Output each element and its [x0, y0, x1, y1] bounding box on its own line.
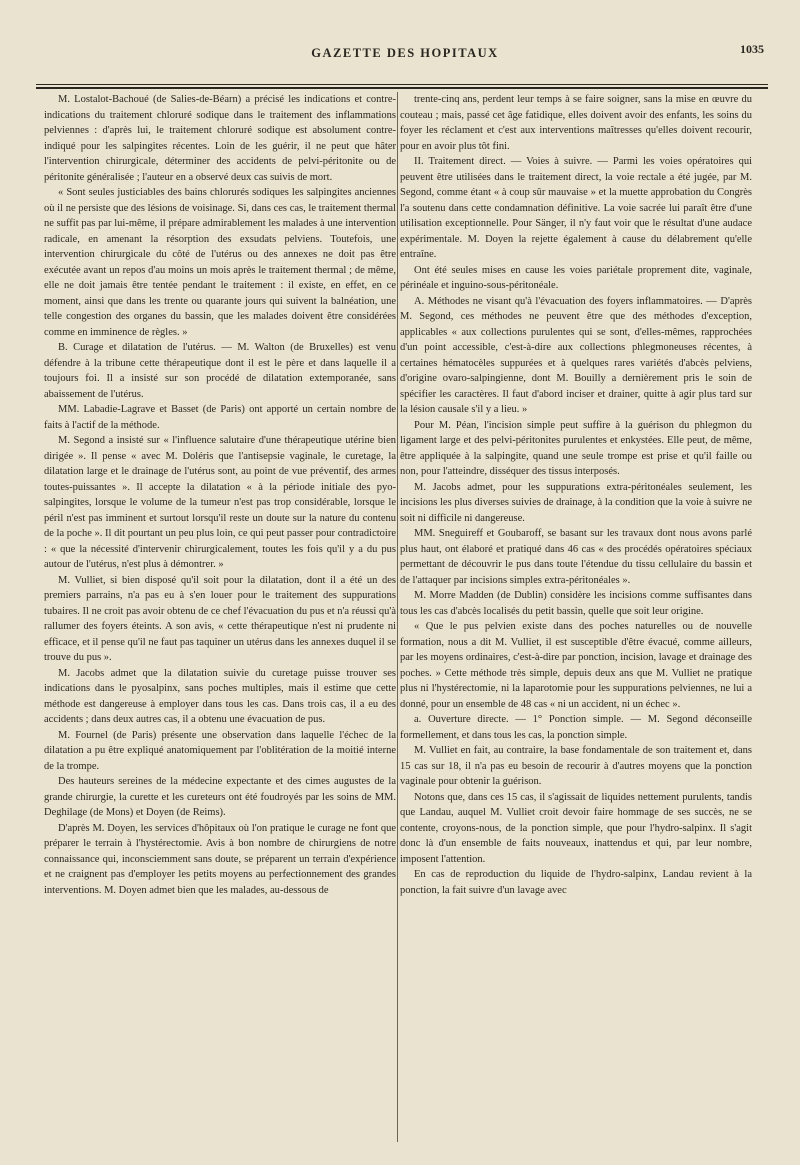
right-column [400, 92, 752, 1148]
paragraph: Pour M. Péan, l'incision simple peut suffire à la guérison du phlegmon du ligament large et des pelvi-péritonites purulentes et enkystées. Elle peut, de même, être appliquée à la salpingite, quand une seule trompe est prise et qu'il faille ou non, pour l'atteindre, disséquer des tissus interposés. [400, 419, 752, 477]
paragraph: M. Morre Madden (de Dublin) considère les incisions comme suffisantes dans tous les cas d'abcès localisés du petit bassin, quelle que soit leur origine. [400, 590, 752, 617]
paragraph: MM. Labadie-Lagrave et Basset (de Paris) ont apporté un certain nombre de faits à l'actif de la méthode. [44, 404, 396, 431]
paragraph: II. Traitement direct. — Voies à suivre. — Parmi les voies opératoires qui peuvent être utilisées dans le traitement direct, la voie rectale a été jugée, par M. Segond, comme étant « à coup sûr mauvaise » et la muette approbation du Congrès l'a soutenu dans cette condamnation définitive. La voie sacrée lui paraît être d'une utilisation exceptionnelle. Pour Sänger, il n'y faut voir que le résultat d'une audace expérimentale. M. Doyen la rejette également à cause du délabrement qu'elle entraîne. [400, 156, 752, 260]
paragraph: M. Jacobs admet que la dilatation suivie du curetage puisse trouver ses indications dans le pyosalpinx, sans poches multiples, mais il estime que cette méthode est dangereuse à employer dans tous les cas. Dans trois cas, il a eu des accidents ; dans deux autres cas, il a obtenu une évacuation de pus. [44, 667, 396, 725]
journal-title: GAZETTE DES HOPITAUX [311, 46, 499, 60]
paragraph: a. Ouverture directe. — 1° Ponction simple. — M. Segond déconseille formellement, et dans tous les cas, la ponction simple. [400, 714, 752, 741]
paragraph: trente-cinq ans, perdent leur temps à se faire soigner, sans la mise en œuvre du couteau ; mais, passé cet âge fatidique, elles doivent avoir des enfants, les soins du foyer les réclament et c'est aux interventions maîtresses qu'elles doivent recourir, pour en avoir plus tôt fini. [400, 94, 752, 152]
paragraph: M. Vulliet en fait, au contraire, la base fondamentale de son traitement et, dans 15 cas sur 18, il n'a pas eu besoin de recourir à d'autres moyens que la ponction vaginale pour obtenir la guérison. [400, 745, 752, 787]
header-rule [36, 84, 768, 85]
paragraph: M. Lostalot-Bachoué (de Salies-de-Béarn) a précisé les indications et contre-indications du traitement chloruré sodique dans le traitement des inflammations pelviennes : d'après lui, le traitement chloruré sodique est absolument contre-indiqué pour les salpingites récentes. Loin de les guérir, il ne peut que hâter l'intervention chirurgicale, déterminer des accidents de pelvi-péritonite ou de péritonite généralisée ; l'auteur en a observé deux cas suivis de mort. [44, 94, 396, 183]
column-divider [397, 92, 398, 1142]
left-column [44, 92, 396, 1148]
paragraph: « Sont seules justiciables des bains chlorurés sodiques les salpingites anciennes où il ne persiste que des lésions de voisinage. Si, dans ces cas, le traitement thermal ne suffit pas par lui-même, il prépare admirablement les malades à une intervention radicale, en amenant la résorption des exsudats pelviens. Toutefois, une intervention chirurgicale du côté de l'utérus ou des annexes ne doit pas être exécutée avant un repos d'au moins un mois après le traitement thermal ; de même, elle ne doit jamais être tentée pendant le traitement : il existe, en effet, en ce moment, ainsi que dans les trente ou quarante jours qui suivent la balnéation, une telle congestion des organes du bassin, que les malades doivent être considérées comme en imminence de règles. » [44, 187, 396, 338]
paragraph: En cas de reproduction du liquide de l'hydro-salpinx, Landau revient à la ponction, la fait suivre d'un lavage avec [400, 869, 752, 896]
page-number: 1035 [740, 42, 764, 56]
paragraph: A. Méthodes ne visant qu'à l'évacuation des foyers inflammatoires. — D'après M. Segond, ces méthodes ne peuvent être que des méthodes d'exception, applicables « aux collections purulentes qui se sont, d'elles-mêmes, rapprochées d'un point accessible, c'est-à-dire aux collections phlegmoneuses récentes, à certaines hématocèles suppurées et à quelques rares variétés d'abcès pelviens, d'origine ovaro-salpingienne, dont M. Bouilly a dernièrement pris le soin de spécifier les caractères. Il faut d'abord inciser et drainer, quitte à agir plus tard sur la lésion causale s'il y a lieu. » [400, 295, 752, 415]
paragraph: Ont été seules mises en cause les voies pariétale proprement dite, vaginale, périnéale et inguino-sous-péritonéale. [400, 264, 752, 291]
paragraph: Notons que, dans ces 15 cas, il s'agissait de liquides nettement purulents, tandis que Landau, auquel M. Vulliet croit devoir faire hommage de ses succès, ne se contente, croyons-nous, de la ponction simple, que pour l'hydro-salpinx. Il s'agit donc là d'un ensemble de faits nouveaux, inattendus et qui, par leur nombre, imposent l'attention. [400, 791, 752, 865]
header-rule-thick [36, 87, 768, 89]
paragraph: M. Jacobs admet, pour les suppurations extra-péritonéales seulement, les incisions les plus diverses suivies de drainage, à la condition que la voie à suivre ne soit ni difficile ni dangereuse. [400, 481, 752, 524]
paragraph: « Que le pus pelvien existe dans des poches naturelles ou de nouvelle formation, nous a dit M. Vulliet, il est susceptible d'être évacué, comme ailleurs, par les moyens ordinaires, c'est-à-dire par ponction, incision, lavage et drainage des poches. » Cette méthode très simple, depuis deux ans que M. Vulliet ne pratique plus ni l'hystérectomie, ni la laparotomie pour les suppurations pelviennes, ne lui a donné, pour un ensemble de 48 cas « ni un accident, ni un échec ». [400, 621, 752, 710]
paragraph: MM. Sneguireff et Goubaroff, se basant sur les travaux dont nous avons parlé plus haut, ont élaboré et pratiqué dans 46 cas « des procédés opératoires spéciaux permettant de découvrir le pus dans toute l'étendue du tissu cellulaire du bassin et de l'attaquer par incisions simples extra-péritonéales ». [400, 528, 752, 586]
paragraph: M. Vulliet, si bien disposé qu'il soit pour la dilatation, dont il a été un des premiers parrains, n'a pas eu à s'en louer pour le traitement des suppurations tubaires. Il ne croit pas avoir obtenu de ce chef l'évacuation du pus et n'a réussi qu'à rallumer des foyers éteints. A son avis, « cette thérapeutique n'est ni prudente ni efficace, et il pense qu'il ne faut pas taquiner un utérus dans les annexes duquel il se trouve du pus ». [44, 574, 396, 663]
paragraph: Des hauteurs sereines de la médecine expectante et des cimes augustes de la grande chirurgie, la curette et les cureteurs ont été foudroyés par les soins de MM. Deghilage (de Mons) et Doyen (de Reims). [44, 776, 396, 818]
paragraph: M. Segond a insisté sur « l'influence salutaire d'une thérapeutique utérine bien dirigée ». Il pense « avec M. Doléris que l'antisepsie vaginale, le curetage, la dilatation large et le drainage de l'utérus sont, au point de vue préventif, des armes toutes-puissantes ». Il accepte la dilatation « à la période initiale des pyo-salpingites, lorsque le volume de la tumeur n'est pas trop considérable, lorsque le péril n'est pas imminent et surtout lorsqu'il reste un doute sur la nature du contenu de la poche ». Il dit pourtant un peu plus loin, ce qui peut passer pour contradictoire : « que la nécessité d'intervenir chirurgicalement, toutes les fois qu'il y a du pus autour de l'utérus, n'est plus à démontrer. » [44, 435, 396, 570]
paragraph: M. Fournel (de Paris) présente une observation dans laquelle l'échec de la dilatation a pu être expliqué anatomiquement par l'oblitération de la moitié interne de la trompe. [44, 729, 396, 772]
paragraph: D'après M. Doyen, les services d'hôpitaux où l'on pratique le curage ne font que préparer le terrain à l'hystérectomie. Avis à bon nombre de chirurgiens de notre connaissance qui, inconsciemment sans doute, se préparent un terrain d'expérience et ne craignent pas d'employer les petits moyens au perfectionnement des grandes interventions. M. Doyen admet bien que les malades, au-dessous de [44, 822, 396, 896]
paragraph: B. Curage et dilatation de l'utérus. — M. Walton (de Bruxelles) est venu défendre à la tribune cette thérapeutique dont il est le père et dans laquelle il a toujours foi. Il a insisté sur son procédé de dilatation extemporanée, sans abaissement de l'utérus. [44, 342, 396, 400]
